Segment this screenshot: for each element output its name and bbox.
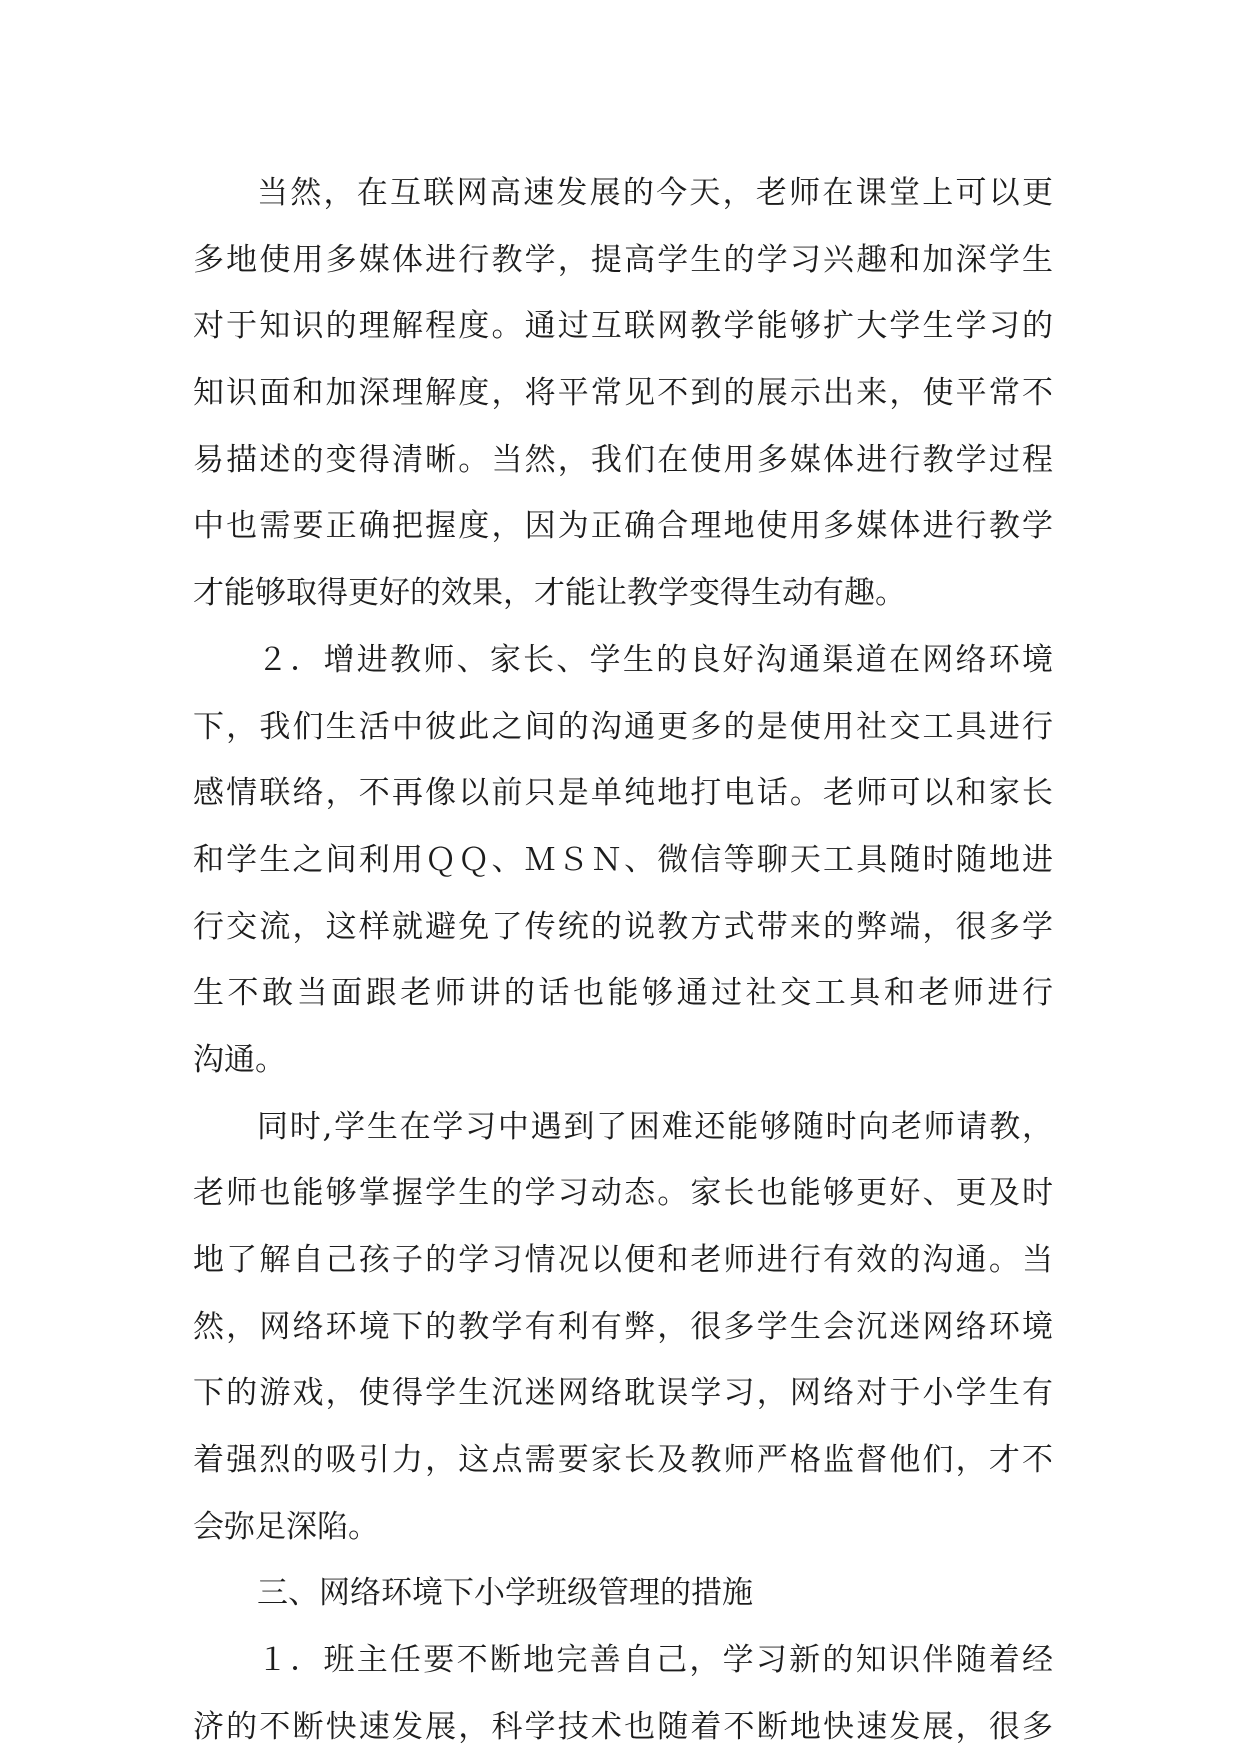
paragraph-line: 然，网络环境下的教学有利有弊，很多学生会沉迷网络环境	[193, 1308, 1053, 1345]
section-heading: 三、网络环境下小学班级管理的措施	[257, 1575, 753, 1612]
paragraph-line: 和学生之间利用ＱＱ、ＭＳＮ、微信等聊天工具随时随地进	[193, 841, 1053, 878]
paragraph-line: 下的游戏，使得学生沉迷网络耽误学习，网络对于小学生有	[193, 1375, 1053, 1412]
paragraph-line: 当然，在互联网高速发展的今天，老师在课堂上可以更	[257, 175, 1053, 211]
paragraph-line: 知识面和加深理解度，将平常见不到的展示出来，使平常不	[193, 375, 1053, 412]
paragraph-line: 着强烈的吸引力，这点需要家长及教师严格监督他们，才不	[193, 1442, 1053, 1479]
paragraph-line: ２．增进教师、家长、学生的良好沟通渠道在网络环境	[257, 641, 1053, 678]
paragraph-line: 易描述的变得清晰。当然，我们在使用多媒体进行教学过程	[193, 441, 1053, 478]
paragraph-line: 下，我们生活中彼此之间的沟通更多的是使用社交工具进行	[193, 708, 1053, 745]
paragraph-line: 沟通。	[193, 1041, 286, 1078]
paragraph-line: １．班主任要不断地完善自己，学习新的知识伴随着经	[257, 1642, 1053, 1679]
paragraph-line: 对于知识的理解程度。通过互联网教学能够扩大学生学习的	[193, 308, 1053, 345]
paragraph-line: 地了解自己孩子的学习情况以便和老师进行有效的沟通。当	[193, 1242, 1053, 1278]
paragraph-line: 会弥足深陷。	[193, 1508, 379, 1545]
paragraph-line: 才能够取得更好的效果，才能让教学变得生动有趣。	[193, 575, 906, 612]
body-text	[193, 160, 1053, 1761]
paragraph-line: 老师也能够掌握学生的学习动态。家长也能够更好、更及时	[193, 1175, 1053, 1212]
paragraph-line: 感情联络，不再像以前只是单纯地打电话。老师可以和家长	[193, 775, 1053, 812]
paragraph-line: 同时,学生在学习中遇到了困难还能够随时向老师请教，	[257, 1108, 1053, 1145]
paragraph-line: 济的不断快速发展，科学技术也随着不断地快速发展，很多	[193, 1708, 1053, 1745]
paragraph-line: 行交流，这样就避免了传统的说教方式带来的弊端，很多学	[193, 908, 1053, 945]
paragraph-line: 多地使用多媒体进行教学，提高学生的学习兴趣和加深学生	[193, 241, 1053, 278]
paragraph-line: 中也需要正确把握度，因为正确合理地使用多媒体进行教学	[193, 508, 1053, 545]
paragraph-line: 生不敢当面跟老师讲的话也能够通过社交工具和老师进行	[193, 975, 1053, 1012]
